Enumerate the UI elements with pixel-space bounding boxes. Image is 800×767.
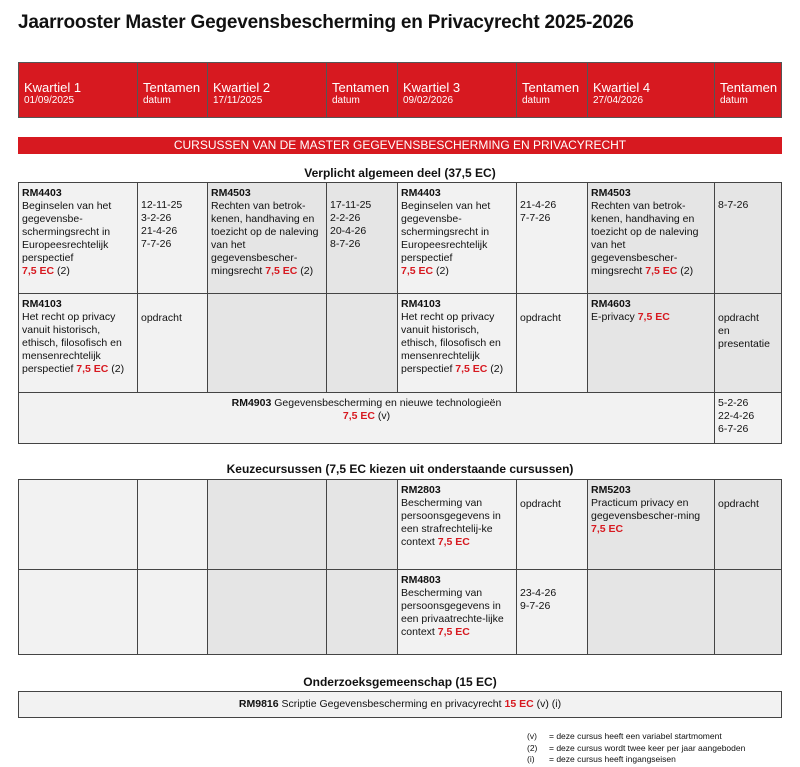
page-title: Jaarrooster Master Gegevensbescherming en Privacyrecht 2025-2026 (18, 12, 634, 33)
course-title: Beginselen van het gegevensbe-schermingsrecht in Europeesrechtelijk perspectief (401, 200, 491, 264)
course-suffix: (2) (677, 265, 694, 277)
footnote (527, 731, 745, 743)
footnote-text: = deze cursus heeft ingangseisen (549, 754, 676, 764)
course-code: RM4403 (22, 187, 62, 199)
verplicht-grid (18, 182, 782, 444)
footnote-text: = deze cursus heeft een variabel startmoment (549, 731, 722, 741)
course-ec: 7,5 EC (437, 626, 470, 638)
course-code: RM4903 (231, 397, 272, 409)
course-cell (398, 294, 517, 393)
course-ec: 7,5 EC (22, 265, 55, 277)
empty-cell (327, 480, 398, 570)
course-ec: 7,5 EC (342, 410, 375, 422)
course-cell (588, 183, 715, 294)
header-date: 27/04/2026 (593, 95, 644, 106)
course-code: RM4503 (211, 187, 251, 199)
section-title-verplicht: Verplicht algemeen deel (37,5 EC) (304, 166, 496, 180)
exam-dates: opdracht en presentatie (715, 294, 781, 393)
courses-banner: CURSUSSEN VAN DE MASTER GEGEVENSBESCHERMING EN PRIVACYRECHT (18, 137, 782, 154)
course-code: RM9816 (238, 698, 279, 710)
course-ec: 7,5 EC (76, 363, 109, 375)
header-label: Tentamen (522, 80, 580, 95)
section-title-keuze: Keuzecursussen (7,5 EC kiezen uit onderstaande cursussen) (226, 462, 574, 476)
header-cell-kwartiel-2 (208, 63, 327, 117)
quarter-header (18, 62, 782, 118)
footnote-key: (i) (527, 754, 535, 764)
empty-cell (208, 480, 327, 570)
header-label: Tentamen (332, 80, 390, 95)
footnote (527, 743, 745, 755)
course-title: Practicum privacy en gegevensbescher-ming (591, 497, 701, 522)
exam-dates: opdracht (715, 480, 781, 570)
header-label: Tentamen (720, 80, 778, 95)
exam-dates: opdracht (138, 294, 208, 393)
course-code: RM4603 (591, 298, 631, 310)
footnote-text: = deze cursus wordt twee keer per jaar aangeboden (549, 742, 746, 753)
course-code: RM2803 (401, 484, 441, 496)
keuze-grid (18, 479, 782, 655)
course-title: Het recht op privacy vanuit historisch, ethisch, filosofisch en mensenrechtelijk perspectief (22, 311, 122, 375)
header-label: Kwartiel 4 (593, 80, 651, 95)
course-title: Rechten van betrok-kenen, handhaving en toezicht op de naleving van het gegevensbescher-mingsrecht (211, 200, 319, 277)
footnote (527, 754, 745, 766)
course-suffix: (2) (54, 265, 70, 277)
header-date: 09/02/2026 (403, 95, 454, 106)
course-code: RM4103 (401, 298, 441, 310)
exam-dates: 8-7-26 (715, 183, 781, 294)
course-ec: 7,5 EC (645, 265, 678, 277)
course-cell (398, 570, 517, 654)
empty-cell (208, 294, 327, 393)
header-date: datum (522, 95, 550, 106)
course-title: Gegevensbescherming en nieuwe technologieën (271, 397, 502, 409)
course-cell (588, 480, 715, 570)
empty-cell (327, 294, 398, 393)
course-cell (588, 294, 715, 393)
course-suffix: (2) (487, 363, 504, 375)
header-date: datum (720, 95, 748, 106)
course-code: RM4803 (401, 574, 441, 586)
course-ec: 7,5 EC (637, 311, 670, 323)
empty-cell (138, 570, 208, 654)
empty-cell (327, 570, 398, 654)
course-code: RM4403 (401, 187, 441, 199)
empty-cell (715, 570, 781, 654)
header-date: 01/09/2025 (24, 95, 75, 106)
header-label: Kwartiel 1 (24, 80, 82, 95)
course-cell (398, 183, 517, 294)
header-cell-kwartiel-4 (588, 63, 715, 117)
course-code: RM4103 (22, 298, 62, 310)
exam-dates: 23-4-26 9-7-26 (517, 570, 588, 654)
course-ec: 7,5 EC (265, 265, 298, 277)
course-cell (398, 480, 517, 570)
course-ec: 7,5 EC (437, 536, 470, 548)
exam-dates: 12-11-25 3-2-26 21-4-26 7-7-26 (138, 183, 208, 294)
header-date: datum (332, 95, 360, 106)
course-suffix: (2) (433, 265, 449, 277)
course-cell-wide (19, 393, 715, 443)
empty-cell (19, 570, 138, 654)
course-ec: 15 EC (504, 698, 534, 710)
header-cell-tentamen-1 (138, 63, 208, 117)
course-suffix: (v) (374, 410, 391, 422)
header-cell-tentamen-3 (517, 63, 588, 117)
empty-cell (588, 570, 715, 654)
course-title: Rechten van betrok-kenen, handhaving en toezicht op de naleving van het gegevensbescher-mingsrecht (591, 200, 699, 277)
course-title: Scriptie Gegevensbescherming en privacyrecht (278, 698, 505, 710)
header-cell-tentamen-4 (715, 63, 781, 117)
course-title: Bescherming van persoonsgegevens in een strafrechtelij-ke context (401, 497, 501, 548)
footnote-key: (v) (527, 731, 537, 741)
header-label: Kwartiel 3 (403, 80, 461, 95)
course-title: Het recht op privacy vanuit historisch, ethisch, filosofisch en mensenrechtelijk perspectief (401, 311, 501, 375)
course-title: E-privacy (591, 311, 638, 323)
empty-cell (19, 480, 138, 570)
course-ec: 7,5 EC (455, 363, 488, 375)
empty-cell (138, 480, 208, 570)
section-title-onderzoek: Onderzoeksgemeenschap (15 EC) (303, 675, 497, 689)
course-code: RM5203 (591, 484, 631, 496)
header-date: 17/11/2025 (213, 95, 263, 106)
course-ec: 7,5 EC (401, 265, 434, 277)
course-cell (19, 294, 138, 393)
exam-dates: opdracht (517, 480, 588, 570)
header-date: datum (143, 95, 171, 106)
course-suffix: (2) (108, 363, 125, 375)
footnotes (527, 731, 745, 766)
course-title: Beginselen van het gegevensbe-schermingsrecht in Europeesrechtelijk perspectief (22, 200, 112, 264)
header-cell-kwartiel-1 (19, 63, 138, 117)
exam-dates: 17-11-25 2-2-26 20-4-26 8-7-26 (327, 183, 398, 294)
header-cell-kwartiel-3 (398, 63, 517, 117)
thesis-cell (19, 692, 781, 717)
onderzoek-grid (18, 691, 782, 718)
course-suffix: (v) (i) (533, 698, 562, 710)
course-title: Bescherming van persoonsgegevens in een privaatrechte-lijke context (401, 587, 504, 638)
exam-dates: opdracht (517, 294, 588, 393)
footnote-key: (2) (527, 742, 538, 753)
course-cell (19, 183, 138, 294)
exam-dates: 21-4-26 7-7-26 (517, 183, 588, 294)
course-ec: 7,5 EC (591, 523, 624, 535)
course-suffix: (2) (297, 265, 314, 277)
header-label: Tentamen (143, 80, 201, 95)
empty-cell (208, 570, 327, 654)
header-label: Kwartiel 2 (213, 80, 271, 95)
course-cell (208, 183, 327, 294)
course-code: RM4503 (591, 187, 631, 199)
exam-dates: 5-2-26 22-4-26 6-7-26 (715, 393, 781, 443)
header-cell-tentamen-2 (327, 63, 398, 117)
